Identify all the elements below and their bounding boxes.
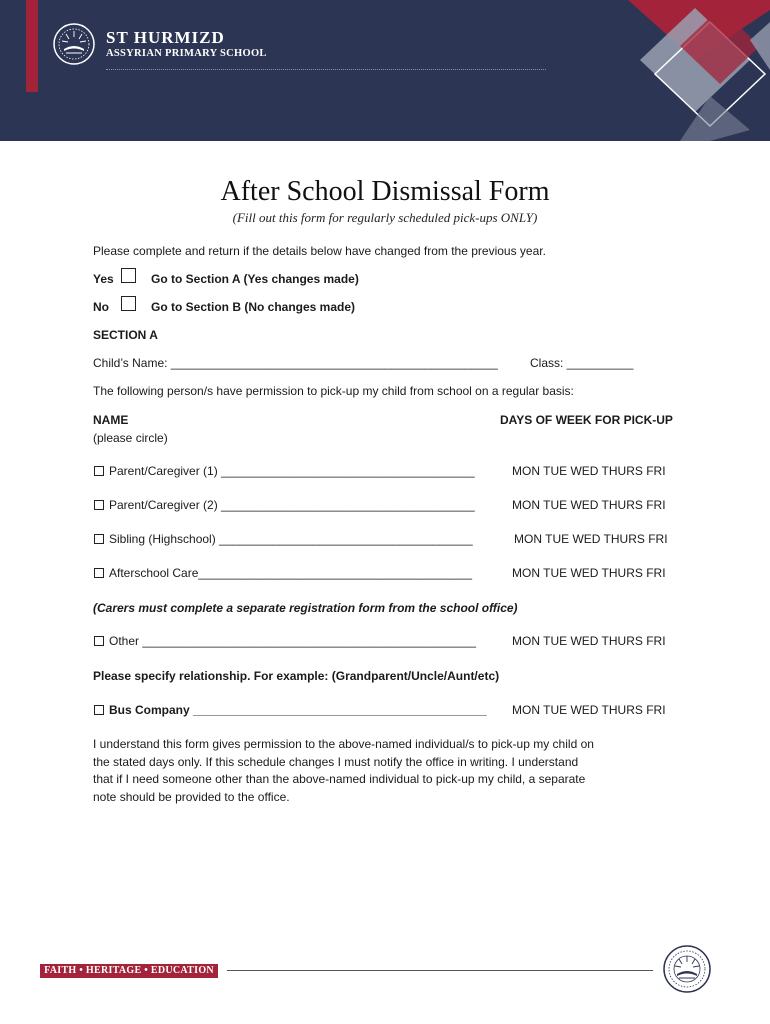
parent-2-checkbox[interactable]	[94, 500, 104, 510]
bus-days[interactable]: MON TUE WED THURS FRI	[512, 703, 666, 717]
other-checkbox[interactable]	[94, 636, 104, 646]
school-subtitle: ASSYRIAN PRIMARY SCHOOL	[106, 48, 267, 59]
class-field[interactable]: Class: __________	[530, 356, 634, 370]
days-column-header: DAYS OF WEEK FOR PICK-UP	[500, 413, 673, 427]
parent-1-field[interactable]: Parent/Caregiver (1) ______________________________________	[109, 464, 475, 478]
name-column-header: NAME	[93, 413, 129, 427]
permission-intro: The following person/s have permission to pick-up my child from school on a regular basis:	[93, 384, 574, 398]
parent-2-field[interactable]: Parent/Caregiver (2) ______________________________________	[109, 498, 475, 512]
footer-motto: FAITH • HERITAGE • EDUCATION	[40, 964, 218, 978]
bus-checkbox[interactable]	[94, 705, 104, 715]
afterschool-days[interactable]: MON TUE WED THURS FRI	[512, 566, 666, 580]
afterschool-checkbox[interactable]	[94, 568, 104, 578]
section-a-heading: SECTION A	[93, 328, 158, 342]
declaration-paragraph	[93, 736, 594, 806]
carers-note: (Carers must complete a separate registration form from the school office)	[93, 601, 518, 615]
parent-2-days[interactable]: MON TUE WED THURS FRI	[512, 498, 666, 512]
form-subtitle: (Fill out this form for regularly scheduled pick-ups ONLY)	[232, 210, 538, 225]
name-column-subheader: (please circle)	[93, 431, 168, 445]
other-field[interactable]: Other __________________________________________________	[109, 634, 477, 648]
school-crest-icon	[52, 22, 96, 66]
sibling-days[interactable]: MON TUE WED THURS FRI	[514, 532, 668, 546]
other-days[interactable]: MON TUE WED THURS FRI	[512, 634, 666, 648]
school-name: ST HURMIZD	[106, 28, 225, 47]
sibling-checkbox[interactable]	[94, 534, 104, 544]
afterschool-field[interactable]: Afterschool Care_________________________________________	[109, 566, 472, 580]
no-checkbox[interactable]	[121, 296, 136, 311]
yes-checkbox[interactable]	[121, 268, 136, 283]
header-divider	[106, 69, 546, 70]
sibling-field[interactable]: Sibling (Highschool) ______________________________________	[109, 532, 473, 546]
intro-text: Please complete and return if the details below have changed from the previous year.	[93, 244, 546, 258]
yes-action-text: Go to Section A (Yes changes made)	[151, 272, 359, 286]
declaration-line: the stated days only. If this schedule changes I must notify the office in writing. I understand	[93, 754, 579, 769]
letterhead-banner	[0, 0, 770, 141]
form-title: After School Dismissal Form	[220, 176, 550, 207]
child-name-field[interactable]: Child’s Name: _________________________________________________	[93, 356, 498, 370]
footer-divider	[227, 970, 653, 971]
declaration-line: that if I need someone other than the above-named individual to pick-up my child, a separate	[93, 772, 586, 786]
school-seal-icon	[662, 944, 712, 994]
declaration-line: note should be provided to the office.	[93, 789, 290, 804]
bus-company-field[interactable]: Bus Company ____________________________________________	[109, 703, 487, 717]
header-accent-strip	[26, 0, 38, 92]
parent-1-checkbox[interactable]	[94, 466, 104, 476]
yes-label: Yes	[93, 272, 114, 286]
decorative-diamonds-icon	[600, 0, 770, 141]
relationship-note: Please specify relationship. For example: (Grandparent/Uncle/Aunt/etc)	[93, 669, 500, 683]
parent-1-days[interactable]: MON TUE WED THURS FRI	[512, 464, 666, 478]
no-label: No	[93, 300, 109, 314]
no-action-text: Go to Section B (No changes made)	[151, 300, 356, 314]
declaration-line: I understand this form gives permission to the above-named individual/s to pick-up my child on	[93, 737, 594, 751]
